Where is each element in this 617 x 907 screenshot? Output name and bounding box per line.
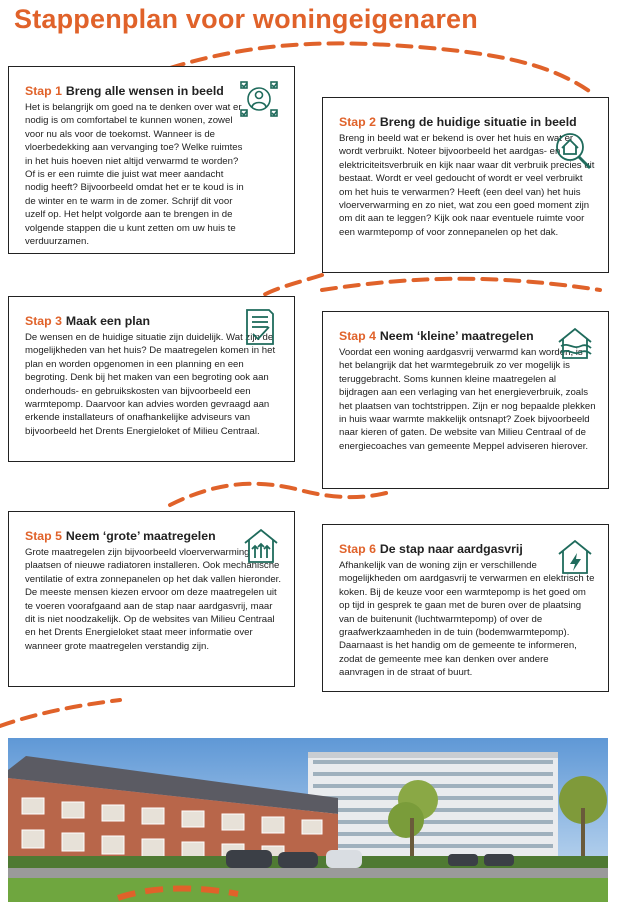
neighborhood-photo <box>8 738 608 902</box>
checklist-icon <box>239 307 279 347</box>
step-3-text: De wensen en de huidige situatie zijn duidelijk. Wat zijn de mogelijkheden van het huis? De maatregelen komen in het plan en worden opgenomen in een planning en een begroting. Denk bij het maken van een begroting ook aan onderhouds- en gebruikskosten van bijvoorbeeld een warmtepomp. Daarvoor kan advies worden gevraagd aan erkende installateurs of onafhankelijke adviseurs van bijvoorbeeld het Drents Energieloket of Milieu Centraal. <box>25 332 276 437</box>
house-wind-icon <box>555 324 595 364</box>
step-5-card <box>8 511 295 687</box>
step-5-heading: Stap 5 Neem ‘grote’ maatregelen <box>25 529 216 543</box>
house-magnifier-icon <box>553 130 593 170</box>
step-6-card <box>322 524 609 692</box>
step-4-heading: Stap 4 Neem ‘kleine’ maatregelen <box>339 329 534 343</box>
step-5-label: Stap 5 <box>25 529 62 543</box>
step-4-text: Voordat een woning aardgasvrij verwarmd kan worden, is het belangrijk dat het warmtegebruik zo ver mogelijk is teruggebracht. Soms kunnen kleine maatregelen al bijdragen aan een verlaging van het energieverbruik, zoals het plaatsen van tochtstrippen. Zijn er nog bepaalde plekken in huis waar warmte makkelijk ontsnapt? Zoek bijvoorbeeld naar kieren of gaten. De website van Milieu Centraal of de energiecoaches van gemeente Meppel adviseren hierover. <box>339 347 596 452</box>
step-3-heading: Stap 3 Maak een plan <box>25 314 150 328</box>
step-4-card <box>322 311 609 489</box>
step-3-card <box>8 296 295 462</box>
step-2-heading: Stap 2 Breng de huidige situatie in beeld <box>339 115 577 129</box>
step-1-heading: Stap 1 Breng alle wensen in beeld <box>25 84 224 98</box>
step-1-card <box>8 66 295 254</box>
step-2-card <box>322 97 609 273</box>
step-6-label: Stap 6 <box>339 542 376 556</box>
step-2-label: Stap 2 <box>339 115 376 129</box>
page-title: Stappenplan voor woningeigenaren <box>14 4 478 34</box>
step-6-heading: Stap 6 De stap naar aardgasvrij <box>339 542 523 556</box>
house-heat-icon <box>241 526 281 566</box>
step-2-text: Breng in beeld wat er bekend is over het huis en wat er wordt verbruikt. Noteer bijvoorbeeld het aardgas- en elektriciteitsverbruik en kijk naar waar dit verbruik precies uit bestaat. Wordt er veel gedoucht of wordt er veel verbruikt om het huis te verwarmen? Heeft (een deel van) het huis vloerverwarming en zo niet, wat zou een goed moment zijn om dit aan te leggen? Kijk ook naar eventuele ruimte voor een warmtepomp of voor zonnepanelen op het dak. <box>339 133 595 238</box>
step-3-label: Stap 3 <box>25 314 62 328</box>
step-4-label: Stap 4 <box>339 329 376 343</box>
step-1-text: Het is belangrijk om goed na te denken over wat er nodig is om comfortabel te kunnen wonen, zowel voor nu als voor de toekomst. Wanneer is de vloerbedekking aan vervanging toe? Welke ruimtes in het huis hoeven niet altijd verwarmd te worden? Of is er een ruimte die juist wat meer aandacht nodig heeft? Bijvoorbeeld omdat het er te koud is in de winter en te warm in de zomer. Schrijf dit voor uzelf op. Het helpt volgorde aan te brengen in de volgende stappen die u kunt zetten om uw huis te verduurzamen. <box>25 102 244 248</box>
step-6-text: Afhankelijk van de woning zijn er verschillende mogelijkheden om aardgasvrij te verwarmen en elektrisch te koken. Bij de keuze voor een warmtepomp is het goed om op tijd in gesprek te gaan met de buren over de plaatsing van de buitenunit (luchtwarmtepomp) of over de graafwerkzaamheden in de tuin (bodemwarmtepomp). Daarnaast is het handig om de gemeente te informeren, zodat de gemeente mee kan denken over andere aanvragen in de straat of buurt. <box>339 560 595 679</box>
step-5-text: Grote maatregelen zijn bijvoorbeeld vloerverwarming plaatsen of nieuwe radiatoren installeren. Ook mechanische ventilatie of extra zonnepanelen op het dak vallen hieronder. De meeste mensen kiezen ervoor om deze maatregelen uit te voeren voorafgaand aan de stap naar aardgasvrij, maar dit is niet noodzakelijk. Op de websites van Milieu Centraal en het Drents Energieloket staat meer informatie over wanneer grote maatregelen verstandig zijn. <box>25 547 282 652</box>
step-1-label: Stap 1 <box>25 84 62 98</box>
house-lightning-icon <box>555 537 595 577</box>
people-checklist-icon <box>239 79 279 119</box>
